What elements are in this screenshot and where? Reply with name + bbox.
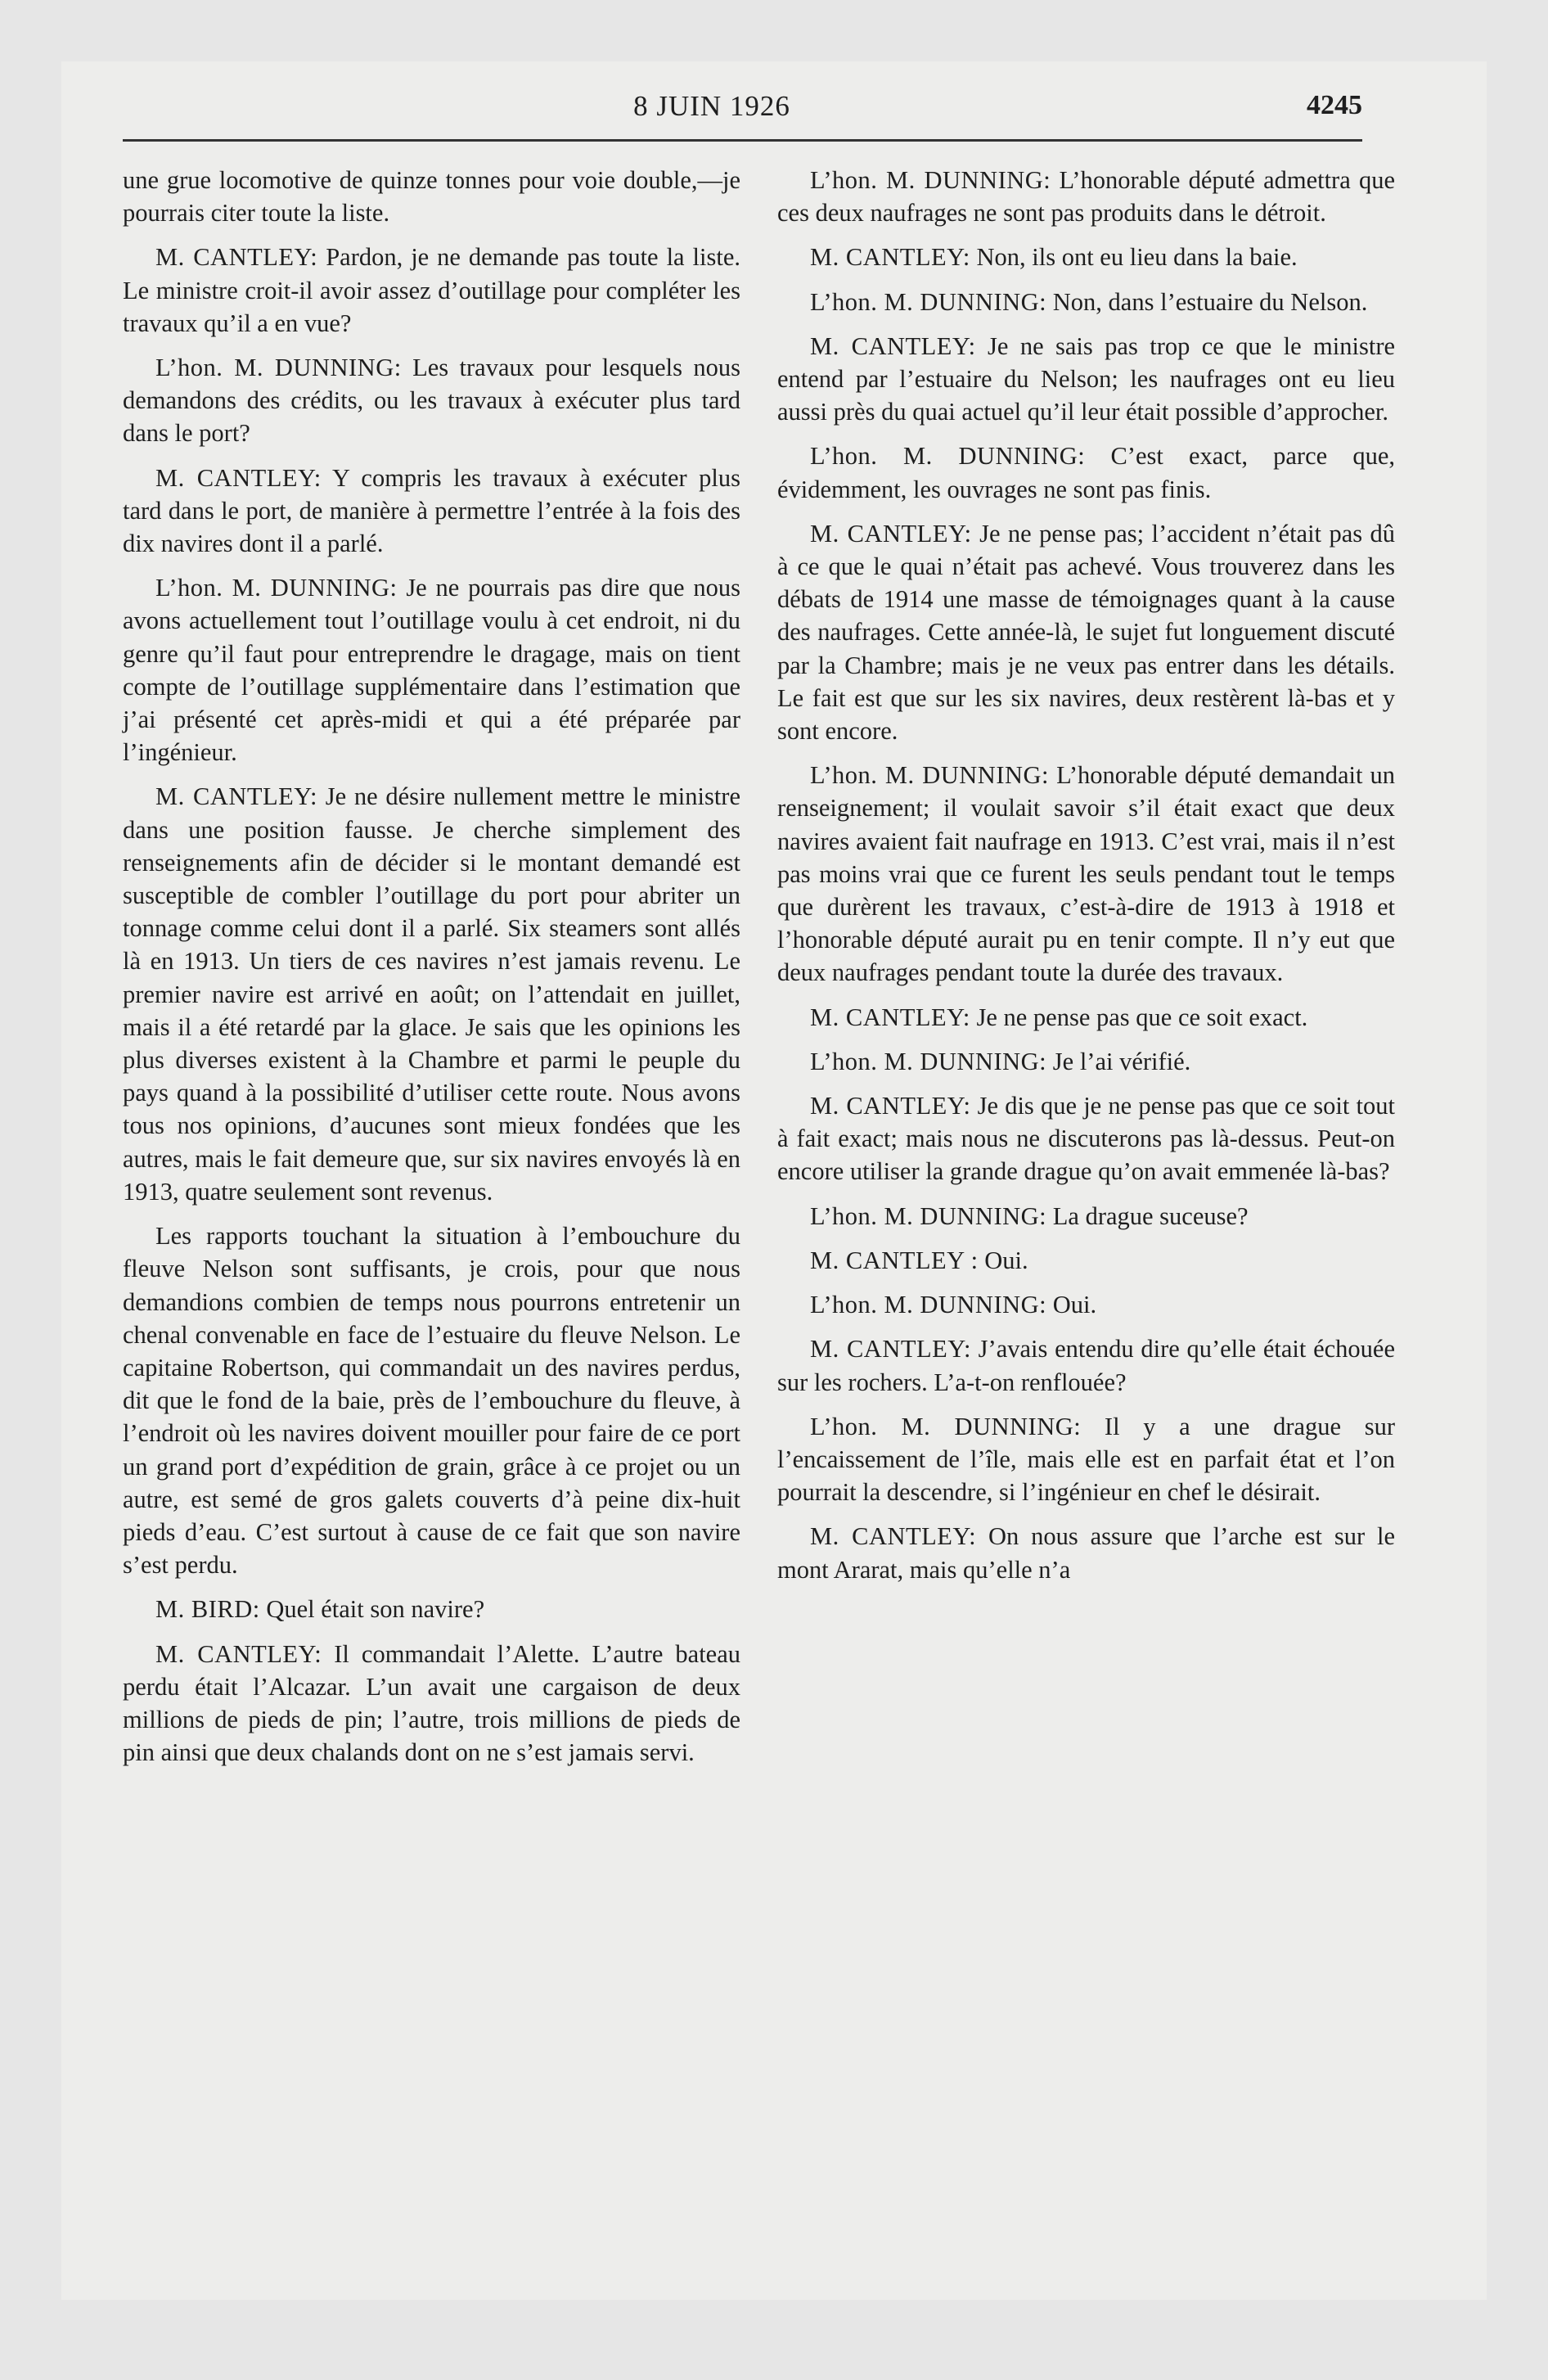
paragraph-text: Il commandait l’Alette. L’autre bateau perdu était l’Alcazar. L’un avait une cargaison de deux millions de pieds de pin; l’autre, trois millions de pieds de pin ainsi que deux chalands dont on ne s’est jamais servi. (123, 1639, 741, 1767)
paragraph (777, 241, 1395, 273)
paragraph-text: Je ne pense pas; l’accident n’était pas dû à ce que le quai n’était pas achevé. Vous trouverez dans les débats de 1914 une masse de témoignages quant à la cause des naufrages. Cette année-là, le sujet fut longuement discuté par la Chambre; mais je ne veux pas entrer dans les détails. Le fait est que sur les six navires, deux restèrent là-bas et y sont encore. (777, 519, 1396, 746)
paragraph (777, 1200, 1395, 1233)
paragraph (123, 351, 740, 450)
right-column (777, 164, 1395, 1598)
speaker-name: L’hon. M. DUNNING: (155, 354, 402, 382)
paragraph-text: Y compris les travaux à exécuter plus tard dans le port, de manière à permettre l’entrée à la fois des dix navires dont il a parlé. (123, 463, 740, 558)
speaker-name: M. CANTLEY: (155, 463, 322, 492)
paragraph (123, 1219, 740, 1581)
paragraph-text: Oui. (984, 1246, 1028, 1274)
paragraph-text: Non, ils ont eu lieu dans la baie. (976, 243, 1298, 272)
running-header (61, 90, 1362, 139)
paragraph-text: Je l’ai vérifié. (1052, 1047, 1191, 1075)
paragraph-text: Je ne désire nullement mettre le ministre dans une position fausse. Je cherche simplement des renseignements afin de décider si le montant demandé est susceptible de combler l’outillage du port pour abriter un tonnage comme celui dont il a parlé. Six steamers sont allés là en 1913. Un tiers de ces navires n’est jamais revenu. Le premier navire est arrivé en août; on l’attendait en juillet, mais il a été retardé par la glace. Je sais que les opinions les plus diverses existent à la Chambre et parmi le peuple du pays quand à la possibilité d’utiliser cette route. Nous avons tous nos opinions, d’aucunes sont mieux fondées que les autres, mais le fait demeure que, sur six navires envoyés là en 1913, quatre seulement sont revenus. (123, 782, 740, 1206)
paragraph-text: Les travaux pour lesquels nous demandons des crédits, ou les travaux à exécuter plus tard dans le port? (123, 354, 740, 448)
paragraph (777, 759, 1395, 989)
speaker-name: M. CANTLEY: (810, 243, 970, 272)
speaker-name: M. CANTLEY: (155, 243, 318, 272)
speaker-name: L’hon. M. DUNNING: (155, 574, 398, 602)
paragraph-text: Je ne pense pas que ce soit exact. (976, 1003, 1308, 1031)
speaker-name: M. CANTLEY: (810, 331, 976, 360)
speaker-name: L’hon. M. DUNNING: (810, 287, 1047, 316)
paragraph-text: L’honorable député demandait un renseignement; il voulait savoir s’il était exact que deux navires avaient fait naufrage en 1913. C’est vrai, mais il n’est pas moins vrai que ce furent les seuls pendant tout le temps que durèrent les travaux, c’est-à-dire de 1913 à 1918 et l’honorable député aurait pu en tenir compte. Il n’y eut que deux naufrages pendant toute la durée des travaux. (777, 761, 1395, 987)
paragraph-text: La drague suceuse? (1052, 1201, 1249, 1230)
speaker-name: M. CANTLEY: (810, 519, 972, 548)
paragraph (777, 1332, 1395, 1398)
paragraph-text: une grue locomotive de quinze tonnes pour voie double,—je pourrais citer toute la liste. (123, 166, 740, 228)
paragraph-text: Il y a une drague sur l’encaissement de l’île, mais elle est en parfait état et l’on pourrait la descendre, si l’ingénieur en chef le désirait. (777, 1412, 1395, 1507)
speaker-name: L’hon. M. DUNNING: (810, 761, 1049, 790)
paragraph (777, 164, 1395, 229)
paragraph-text: Je dis que je ne pense pas que ce soit tout à fait exact; mais nous ne discuterons pas là-dessus. Peut-on encore utiliser la grande drague qu’on avait emmenée là-bas? (777, 1092, 1395, 1186)
paragraph (123, 1593, 740, 1625)
paragraph (777, 1410, 1395, 1509)
paragraph-text: Pardon, je ne demande pas toute la liste. Le ministre croit-il avoir assez d’outillage pour compléter les travaux qu’il a en vue? (123, 243, 741, 337)
paragraph (123, 780, 740, 1208)
paragraph-text: Je ne pourrais pas dire que nous avons actuellement tout l’outillage voulu à cet endroit, ni du genre qu’il faut pour entreprendre le dragage, mais on tient compte de l’outillage supplémentaire dans l’estimation que j’ai présenté cet après-midi et qui a été préparée par l’ingénieur. (123, 574, 740, 767)
paragraph (777, 1001, 1395, 1034)
paragraph-text: Non, dans l’estuaire du Nelson. (1052, 287, 1368, 316)
speaker-name: L’hon. M. DUNNING: (810, 166, 1051, 194)
paragraph-text: Les rapports touchant la situation à l’embouchure du fleuve Nelson sont suffisants, je crois, pour que nous demandions combien de temps nous pourrons entretenir un chenal convenable en face de l’estuaire du fleuve Nelson. Le capitaine Robertson, qui commandait un des navires perdus, dit que le fond de la baie, près de l’embouchure du fleuve, à l’endroit où les navires doivent mouiller pour faire de ce port un grand port d’expédition de grain, grâce à ce projet ou un autre, est semé de gros galets couverts d’à peine dix-huit pieds d’eau. C’est surtout à cause de ce fait que son navire s’est perdu. (123, 1222, 740, 1580)
paragraph (777, 1244, 1395, 1277)
paragraph-text: Oui. (1052, 1291, 1097, 1319)
speaker-name: L’hon. M. DUNNING: (810, 1047, 1047, 1075)
paragraph-text: L’honorable député admettra que ces deux naufrages ne sont pas produits dans le détroit. (777, 166, 1395, 228)
paragraph (777, 1089, 1395, 1188)
left-column (123, 164, 740, 1780)
paragraph (123, 462, 740, 561)
paragraph-text: Je ne sais pas trop ce que le ministre entend par l’estuaire du Nelson; les naufrages ont eu lieu aussi près du quai actuel qu’il leur était possible d’approcher. (777, 331, 1396, 426)
paragraph (777, 1045, 1395, 1078)
speaker-name: M. CANTLEY: (810, 1003, 970, 1031)
speaker-name: L’hon. M. DUNNING: (810, 442, 1086, 471)
header-rule (123, 139, 1362, 142)
paragraph (777, 517, 1395, 747)
paragraph-text: J’avais entendu dire qu’elle était échouée sur les rochers. L’a-t-on renflouée? (777, 1335, 1395, 1396)
paragraph (123, 164, 740, 229)
speaker-name: M. BIRD: (155, 1595, 260, 1624)
paragraph-text: On nous assure que l’arche est sur le mont Ararat, mais qu’elle n’a (777, 1522, 1396, 1584)
page-number: 4245 (1307, 90, 1362, 120)
speaker-name: M. CANTLEY: (155, 1639, 322, 1668)
paragraph (123, 1638, 740, 1769)
paragraph (777, 1288, 1395, 1321)
speaker-name: L’hon. M. DUNNING: (810, 1201, 1047, 1230)
paragraph (777, 1520, 1395, 1585)
paragraph (123, 571, 740, 769)
speaker-name: M. CANTLEY: (155, 782, 317, 811)
paragraph (777, 286, 1395, 318)
paragraph (777, 439, 1395, 505)
speaker-name: M. CANTLEY: (810, 1522, 977, 1551)
paragraph (777, 330, 1395, 429)
paragraph (123, 241, 740, 340)
speaker-name: M. CANTLEY: (810, 1335, 971, 1364)
paragraph-text: C’est exact, parce que, évidemment, les ouvrages ne sont pas finis. (777, 442, 1395, 503)
speaker-name: L’hon. M. DUNNING: (810, 1291, 1047, 1319)
header-date: 8 JUIN 1926 (633, 90, 790, 122)
speaker-name: M. CANTLEY: (810, 1092, 971, 1120)
paragraph-text: Quel était son navire? (266, 1595, 485, 1624)
speaker-name: L’hon. M. DUNNING: (810, 1412, 1082, 1440)
speaker-name: M. CANTLEY : (810, 1246, 979, 1274)
